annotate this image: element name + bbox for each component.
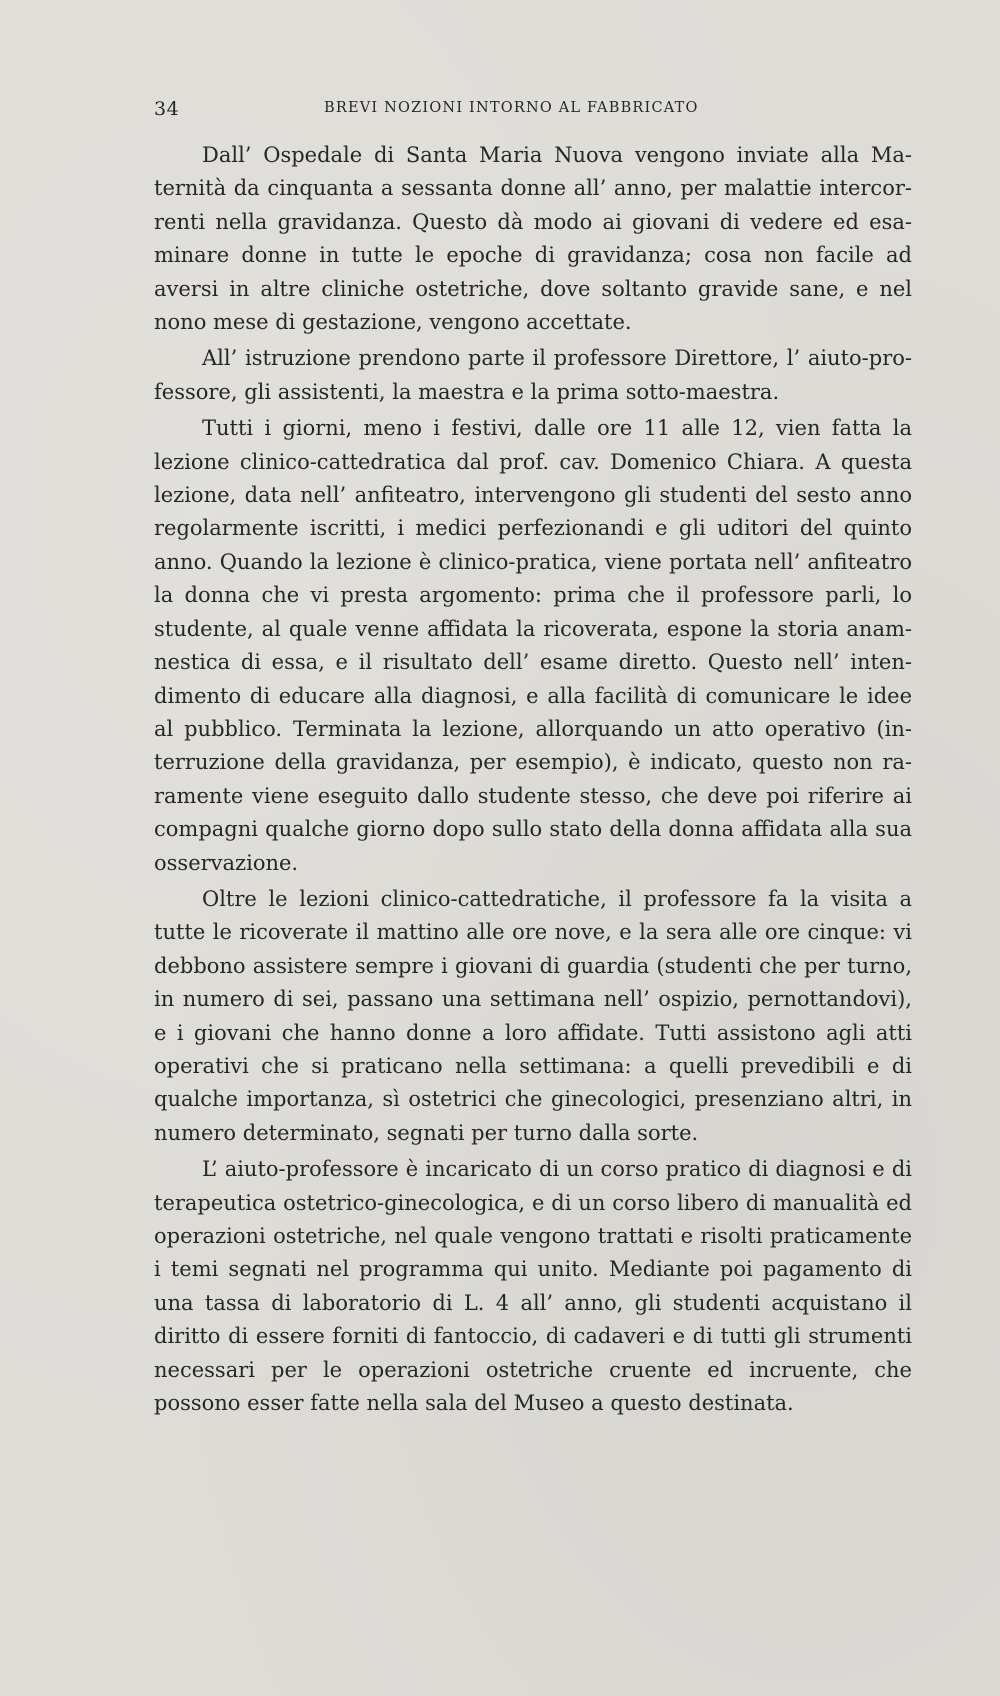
paragraph-3: Tutti i giorni, meno i festivi, dalle ore 11 alle 12, vien fatta la lezione clinico-cattedratica dal prof. cav. Domenico Chiara. A questa lezione, data nell’ anfiteatro, intervengono gli studenti del sesto anno regolarmente iscritti, i medici perfezionandi e gli uditori del quinto anno. Quando la lezione è clinico-pratica, viene portata nell’ anfiteatro la donna che vi presta argomento: prima che il professore parli, lo studente, al quale venne affidata la ricoverata, espone la storia anamnestica di essa, e il risultato dell’ esame diretto. Questo nell’ intendimento di educare alla diagnosi, e alla facilità di comunicare le idee al pubblico. Terminata la lezione, allorquando un atto operativo (interruzione della gravidanza, per esempio), è indicato, questo non raramente viene eseguito dallo studente stesso, che deve poi riferire ai compagni qualche giorno dopo sullo stato della donna affidata alla sua osservazione. — [154, 416, 912, 875]
paragraph-5: L’ aiuto-professore è incaricato di un corso pratico di diagnosi e di terapeutica ostetrico-ginecologica, e di un corso libero di manualità ed operazioni ostetriche, nel quale vengono trattati e risolti praticamente i temi segnati nel programma qui unito. Mediante poi pagamento di una tassa di laboratorio di L. 4 all’ anno, gli studenti acquistano il diritto di essere forniti di fantoccio, di cadaveri e di tutti gli strumenti necessari per le operazioni ostetriche cruente ed incruente, che possono esser fatte nella sala del Museo a questo destinata. — [154, 1157, 912, 1416]
paragraph-4: Oltre le lezioni clinico-cattedratiche, il professore fa la visita a tutte le ricoverate il mattino alle ore nove, e la sera alle ore cinque: vi debbono assistere sempre i giovani di guardia (studenti che per turno, in numero di sei, passano una settimana nell’ ospizio, pernottandovi), e i giovani che hanno donne a loro affidate. Tutti assistono agli atti operativi che si praticano nella settimana: a quelli prevedibili e di qualche importanza, sì ostetrici che ginecologici, presenziano altri, in numero determinato, segnati per turno dalla sorte. — [154, 886, 912, 1145]
running-head — [154, 98, 912, 124]
running-title: BREVI NOZIONI INTORNO AL FABBRICATO — [324, 100, 699, 116]
body-text — [154, 139, 912, 1420]
paragraph-1: Dall’ Ospedale di Santa Maria Nuova vengono inviate alla Maternità da cinquanta a sessanta donne all’ anno, per malattie intercorrenti nella gravidanza. Questo dà modo ai giovani di vedere ed esaminare donne in tutte le epoche di gravidanza; cosa non facile ad aversi in altre cliniche ostetriche, dove soltanto gravide sane, e nel nono mese di gestazione, vengono accettate. — [154, 143, 912, 335]
paragraph-2: All’ istruzione prendono parte il professore Direttore, l’ aiuto-professore, gli assistenti, la maestra e la prima sotto-maestra. — [154, 346, 912, 404]
page-number: 34 — [154, 98, 180, 120]
